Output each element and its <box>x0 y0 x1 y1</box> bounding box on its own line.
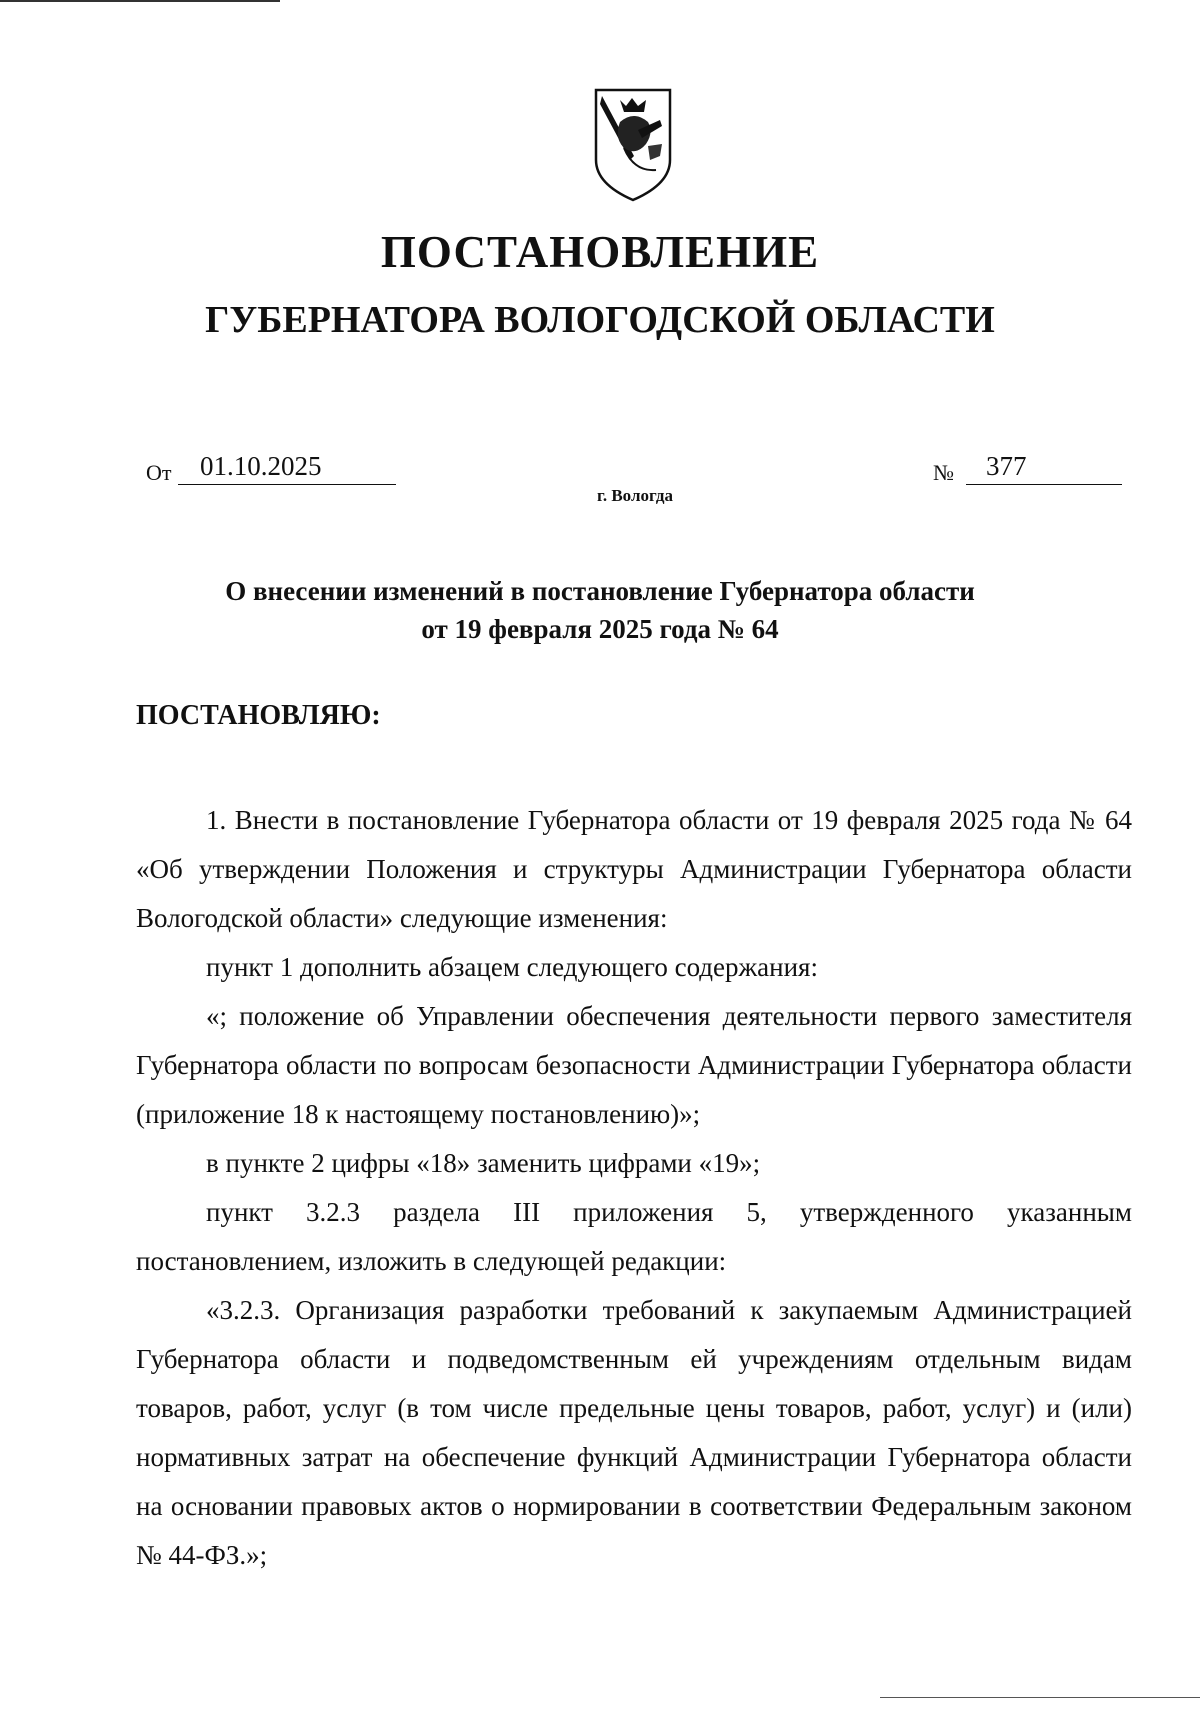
document-subtitle: ГУБЕРНАТОРА ВОЛОГОДСКОЙ ОБЛАСТИ <box>205 299 995 341</box>
date-field <box>178 450 396 485</box>
number-label: № <box>933 460 954 485</box>
subject-line-2: от 19 февраля 2025 года № 64 <box>421 614 779 644</box>
date-label: От <box>146 460 172 485</box>
paragraph: «3.2.3. Организация разработки требований к закупаемым Администрацией Губернатора области и подведомственным ей учреждениям отдельным видам товаров, работ, услуг (в том числе предельные цены товаров, работ, услуг) и (или) нормативных затрат на обеспечение функций Администрации Губернатора области на основании правовых актов о нормировании в соответствии Федеральным законом № 44-ФЗ.»; <box>136 1295 1132 1570</box>
paragraph: пункт 1 дополнить абзацем следующего содержания: <box>206 952 818 982</box>
number-field <box>966 450 1122 485</box>
document-body <box>136 796 1132 1580</box>
date-value: 01.10.2025 <box>200 451 322 481</box>
paragraph: в пункте 2 цифры «18» заменить цифрами «19»; <box>206 1148 761 1178</box>
coat-of-arms-icon <box>590 86 676 204</box>
scan-artifact-line <box>0 0 280 2</box>
number-value: 377 <box>986 451 1027 481</box>
document-subject <box>0 572 1200 648</box>
paragraph: 1. Внести в постановление Губернатора области от 19 февраля 2025 года № 64 «Об утверждении Положения и структуры Администрации Губернатора области Вологодской области» следующие изменения: <box>136 805 1132 933</box>
subject-line-1: О внесении изменений в постановление Губернатора области <box>225 576 975 606</box>
decree-heading: ПОСТАНОВЛЯЮ: <box>136 700 381 731</box>
scan-artifact-line <box>880 1697 1200 1698</box>
paragraph: «; положение об Управлении обеспечения деятельности первого заместителя Губернатора области по вопросам безопасности Администрации Губернатора области (приложение 18 к настоящему постановлению)»; <box>136 1001 1132 1129</box>
city: г. Вологда <box>597 486 673 505</box>
paragraph: пункт 3.2.3 раздела III приложения 5, утвержденного указанным постановлением, изложить в следующей редакции: <box>136 1197 1132 1276</box>
date-number-row <box>0 450 1200 490</box>
document-title: ПОСТАНОВЛЕНИЕ <box>380 227 820 277</box>
